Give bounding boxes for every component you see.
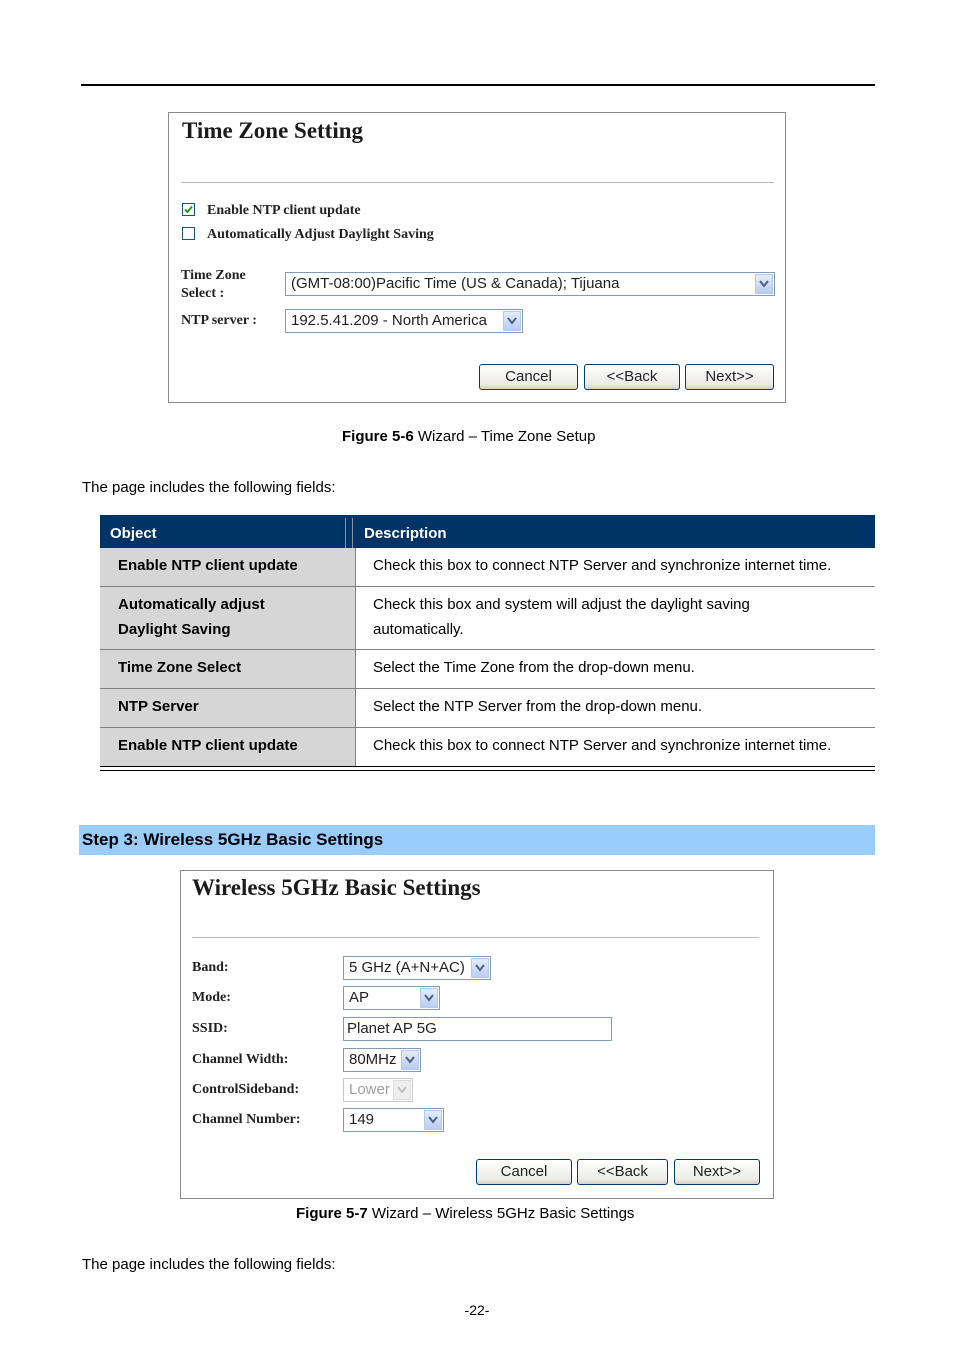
row-object: Automatically adjust Daylight Saving (118, 596, 265, 638)
chevron-down-icon[interactable] (420, 988, 438, 1008)
channel-number-select[interactable] (343, 1108, 444, 1132)
channel-width-select[interactable] (343, 1048, 421, 1072)
table-row (100, 548, 875, 587)
checkmark-icon (183, 204, 194, 215)
table-bottom-rule (100, 766, 875, 771)
figure-number: Figure 5-6 (342, 428, 414, 445)
figure-text: Wizard – Wireless 5GHz Basic Settings (367, 1205, 635, 1222)
chevron-down-icon[interactable] (503, 311, 521, 331)
band-label: Band: (192, 960, 229, 975)
row-object: NTP Server (118, 698, 199, 715)
chevron-down-icon[interactable] (755, 274, 773, 294)
ssid-label: SSID: (192, 1021, 228, 1036)
cancel-button[interactable]: Cancel (479, 364, 578, 390)
ntp-server-select[interactable] (285, 309, 523, 333)
row-description: Select the Time Zone from the drop-down menu. (373, 659, 695, 676)
figure-number: Figure 5-7 (296, 1205, 368, 1222)
mode-select[interactable] (343, 986, 440, 1010)
row-description: Check this box to connect NTP Server and synchronize internet time. (373, 557, 832, 574)
table-row (100, 650, 875, 689)
tz-label-line2: Select : (181, 286, 225, 301)
auto-dst-checkbox[interactable] (182, 227, 195, 240)
time-zone-panel (168, 112, 786, 403)
back-button[interactable]: <<Back (577, 1159, 668, 1185)
band-select[interactable] (343, 956, 491, 980)
row-description: Check this box and system will adjust the daylight saving automatically. (373, 596, 750, 638)
ntp-server-value: 192.5.41.209 - North America (291, 312, 487, 329)
wireless-panel (180, 870, 774, 1199)
chevron-down-icon[interactable] (424, 1110, 442, 1130)
row-object: Time Zone Select (118, 659, 242, 676)
intro-text: The page includes the following fields: (82, 1256, 336, 1273)
header-object: Object (110, 525, 157, 542)
header-rule (81, 84, 875, 86)
time-zone-value: (GMT-08:00)Pacific Time (US & Canada); Tijuana (291, 275, 620, 292)
fields-table (100, 515, 875, 771)
row-object: Enable NTP client update (118, 557, 298, 574)
chevron-down-icon[interactable] (401, 1050, 419, 1070)
mode-label: Mode: (192, 990, 231, 1005)
tz-label-line1: Time Zone (181, 268, 246, 283)
table-header (100, 515, 875, 548)
sideband-value: Lower (349, 1081, 390, 1098)
row-object: Enable NTP client update (118, 737, 298, 754)
row-description: Check this box to connect NTP Server and synchronize internet time. (373, 737, 832, 754)
sideband-select[interactable] (343, 1078, 413, 1102)
next-button[interactable]: Next>> (674, 1159, 760, 1185)
band-value: 5 GHz (A+N+AC) (349, 959, 465, 976)
figure-5-6-caption (342, 428, 595, 445)
step3-heading: Step 3: Wireless 5GHz Basic Settings (79, 825, 875, 855)
intro-text: The page includes the following fields: (82, 479, 336, 496)
next-button[interactable]: Next>> (685, 364, 774, 390)
header-separator (345, 518, 353, 548)
header-description: Description (364, 525, 447, 542)
time-zone-select[interactable] (285, 272, 775, 296)
channel-number-label: Channel Number: (192, 1112, 301, 1127)
channel-number-value: 149 (349, 1111, 375, 1128)
cancel-button[interactable]: Cancel (476, 1159, 572, 1185)
table-row (100, 587, 875, 650)
auto-dst-label: Automatically Adjust Daylight Saving (207, 227, 434, 242)
channel-width-value: 80MHz (349, 1051, 397, 1068)
page-number: -22- (464, 1302, 490, 1318)
enable-ntp-checkbox[interactable] (182, 203, 195, 216)
back-button[interactable]: <<Back (584, 364, 680, 390)
sideband-label: ControlSideband: (192, 1082, 300, 1097)
figure-5-7-caption (296, 1205, 634, 1222)
channel-width-label: Channel Width: (192, 1052, 289, 1067)
ssid-input[interactable]: Planet AP 5G (343, 1017, 612, 1041)
ntp-server-label: NTP server : (181, 313, 257, 328)
row-description: Select the NTP Server from the drop-down menu. (373, 698, 703, 715)
chevron-down-icon[interactable] (393, 1080, 411, 1100)
table-row (100, 728, 875, 766)
time-zone-title: Time Zone Setting (182, 118, 364, 143)
enable-ntp-label: Enable NTP client update (207, 203, 361, 218)
figure-text: Wizard – Time Zone Setup (413, 428, 596, 445)
mode-value: AP (349, 989, 370, 1006)
wireless-title: Wireless 5GHz Basic Settings (192, 875, 481, 900)
title-divider (181, 182, 774, 183)
title-divider (192, 937, 759, 938)
table-row (100, 689, 875, 728)
chevron-down-icon[interactable] (471, 958, 489, 978)
